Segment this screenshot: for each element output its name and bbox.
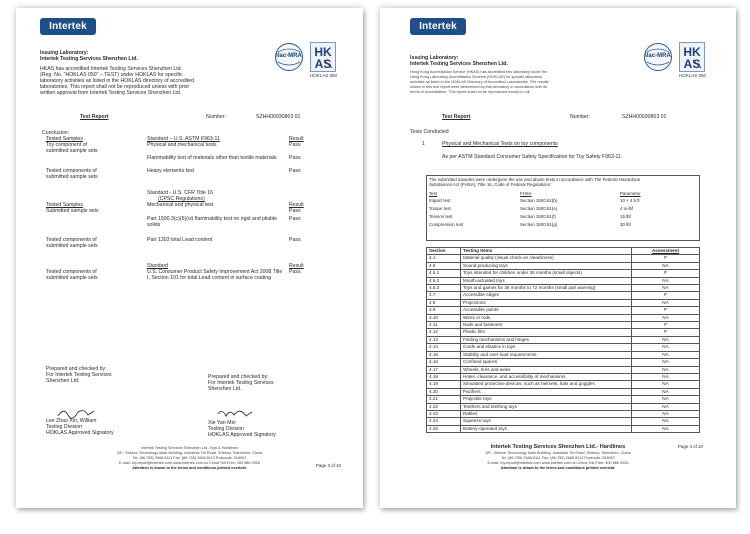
- assessment-cell: NA: [632, 366, 700, 373]
- assessment-cell: NA: [632, 388, 700, 395]
- assessment-cell: NA: [632, 359, 700, 366]
- footer-line: 3/F., Shekou Technology Main Building, Industrial 7th Road, Shekou, Shenzhen, China: [485, 451, 631, 455]
- number-label: Number:: [570, 114, 590, 120]
- table-row: [427, 344, 700, 351]
- assessment-cell: P: [632, 329, 700, 336]
- standard-text: Heavy elements test: [147, 168, 194, 174]
- test-report-label: Test Report: [80, 114, 109, 120]
- table-row: [427, 336, 700, 343]
- assessment-cell: P: [632, 292, 700, 299]
- standard-text: Part 1500.3(c)(6)(vi) flammability test on rigid and pliable: [147, 216, 278, 222]
- item-cell: Wheels, tires and axles: [461, 366, 632, 373]
- sample-text: submitted sample sets: [46, 275, 98, 281]
- assessment-cell: P: [632, 255, 700, 262]
- item-cell: Material quality (visual check on cleanliness): [461, 255, 632, 262]
- header-cell-text: Assessment: [651, 248, 680, 253]
- section-cell: 4.24: [427, 418, 461, 425]
- prepared-by-text: Shenzhen Ltd.: [46, 378, 80, 384]
- assessment-cell: NA: [632, 403, 700, 410]
- footer-line: E-mail: toy.report@intertek.com www.intertek.com.cn China Toll-Free: 400 886 9926: [118, 461, 261, 465]
- item-cell: Cords and elastics in toys: [461, 344, 632, 351]
- item-cell: Projections: [461, 299, 632, 306]
- section-cell: 4.7: [427, 292, 461, 299]
- abuse-cell: Section 1500.51(f): [520, 214, 556, 219]
- item-cell: Accessible points: [461, 307, 632, 314]
- item-cell: Teethers and teething toys: [461, 403, 632, 410]
- test-report-label: Test Report: [442, 114, 471, 120]
- item-number: 1: [422, 141, 425, 147]
- result-value: Pass: [289, 237, 301, 243]
- table-row: [427, 381, 700, 388]
- standard-text: I, Section 101 for total Lead content in surface coating: [147, 275, 272, 281]
- accreditation-line: Hong Kong Accreditation Service (HKAS) has accredited this laboratory under the: [410, 70, 548, 74]
- assessment-cell: NA: [632, 373, 700, 380]
- prepared-by-text: Prepared and checked by:: [208, 374, 269, 380]
- standard-text: Standard – U.S. ASTM F963-11: [147, 136, 220, 142]
- standard-text: Standard: [147, 263, 169, 269]
- result-value: Pass: [289, 269, 301, 275]
- footer-line: 3/F., Shekou Technology Main Building, Industrial 7th Road, Shekou, Shenzhen, China: [116, 451, 263, 455]
- prepared-by-text: For Intertek Testing Services: [46, 372, 112, 378]
- prepared-by-text: Prepared and checked by:: [46, 366, 107, 372]
- abuse-header: Test: [429, 191, 438, 196]
- accreditation-line: laboratory activities as listed in the HOKLAS directory of accredited: [40, 78, 194, 84]
- section-cell: 4.9: [427, 307, 461, 314]
- item-cell: Plastic film: [461, 329, 632, 336]
- abuse-header: FHSA: [520, 191, 532, 196]
- table-row: [427, 410, 700, 417]
- section-cell: 4.10: [427, 314, 461, 321]
- result-value: Pass: [289, 208, 301, 214]
- result-value: Pass: [289, 155, 301, 161]
- accreditation-line: (Reg. No. "HOKLAS 050" – TEST) under HOKLAS for specific: [40, 72, 183, 78]
- section-cell: 4.13: [427, 336, 461, 343]
- standard-text: Physical and mechanical tests: [147, 142, 217, 148]
- item-cell: Toys intended for children under 36 months (small objects): [461, 270, 632, 277]
- standard-text: Standard - U.S. CFR Title 16: [147, 190, 214, 196]
- result-heading: Result: [289, 202, 304, 208]
- abuse-cell: Section 1500.51(b): [520, 198, 558, 203]
- item-cell: Mouth-actuated toys: [461, 277, 632, 284]
- accreditation-line: written approval from Intertek Testing Services Shenzhen Ltd.: [40, 90, 182, 96]
- assessment-cell: NA: [632, 410, 700, 417]
- accreditation-line: Hong Kong Laboratory Accreditation Scheme (HOKLAS) for specific laboratory: [410, 75, 543, 79]
- section-cell: 4.6.2: [427, 277, 461, 284]
- assessment-cell: P: [632, 322, 700, 329]
- issuing-name: Intertek Testing Services Shenzhen Ltd.: [410, 61, 508, 67]
- item-cell: Holes, clearance, and accessibility of mechanisms: [461, 373, 632, 380]
- assessment-cell: NA: [632, 396, 700, 403]
- table-row: [427, 418, 700, 425]
- accreditation-line: activities as listed in the HOKLAS Directory of Accredited Laboratories. The results: [410, 80, 549, 84]
- signatory-name: Xie Yan Mei: [208, 420, 236, 426]
- signatory-title: HOKLAS Approved Signatory: [46, 430, 114, 436]
- section-cell: 4.20: [427, 388, 461, 395]
- item-cell: Nails and fasteners: [461, 322, 632, 329]
- standard-text: Part 1303 total Lead content: [147, 237, 213, 243]
- result-heading: Result: [289, 136, 304, 142]
- section-cell: 4.18: [427, 373, 461, 380]
- issuing-name: Intertek Testing Services Shenzhen Ltd.: [40, 56, 138, 62]
- item-cell: Confined spaces: [461, 359, 632, 366]
- abuse-cell: 15 lbf: [620, 214, 631, 219]
- box-text: The submitted samples were undergone the use and abuse tests in accordance with The Federal Hazardous: [429, 177, 641, 182]
- abuse-cell: Torque test: [429, 206, 451, 211]
- report-page-4: Intertek ilac-MRA HK AS HOKLAS 050 Issuing Laboratory: Intertek Testing Services Shenzhen Ltd. Hong Kong Accreditation Service (HKAS) has accredited this laboratory under the Hong Kong Laboratory Accreditation Scheme (HOKLAS) for specific laboratory activities as listed in the HOKLAS Directory of Accredited Laboratories. The results shown in this test report were determined by this laboratory in accordance with its terms of accreditation. This report shall not be reproduced except in full. Test Report Number: SZHH00930863 01 Tests Conducted 1 Physical and Mechanical Tests on toy components As per ASTM Standard Consumer Safety Specification for Toy Safety F963-11. The submitted samples were undergone the use and abuse tests in accordance with The Federal Hazardous Substances Act (FHSA), Title 16, Code of Federal Regulations : Test FHSA Parameter Impact test Section 1500.51(b) 10 × 4.5 ft Torque test Section 1500.51(e) 4 in-lbf Tension test Section 1500.51(f) 15 lbf Compression test Section 1500.51(g) 30 lbf Section Testing Items Assessment 4.1 Material quality (visual check on cleanliness) P 4.5 Sound-producing toys NA 4.6.1 Toys intended for children under 36 months (small objects) P 4.6.2 Mouth-actuated toys NA 4.6.3 Toys and games for 36 months to 72 months (small part warning) NA 4.7 Accessible edges P 4.8 Projections NA 4.9 Accessible points P 4.10 Wires or rods NA 4.11 Nails and fasteners P 4.12 Plastic film P 4.13 Folding mechanisms and hinges NA 4.14 Cords and elastics in toys NA 4.15 Stability and over-load requirements NA 4.16 Confined spaces NA 4.17 Wheels, tires and axles NA 4.18 Holes, clearance, and accessibility of mechanisms NA 4.19 Simulated protective devices, such as helmets, hats and goggles NA 4.20 Pacifiers NA 4.21 Projectile toys NA 4.22 Teethers and teething toys NA 4.23 Rattles NA 4.24 Squeeze toys NA 4.25 Battery-operated toys NA Intertek Testing Services Shenzhen Ltd.- Hardlines 3/F., Shekou Technology Main Building, Industrial 7th Road, Shekou, Shenzhen, China Tel: (86-755) 2668 8111 Fax: (86-755) 2668 8113 Postcode: 518067 E-mail: toy.report@intertek.com www.intertek.com.cn China Toll-Free: 400 886 9926 Attention is drawn to the terms and conditions printed overleaf. Page 4 of 10: [380, 8, 736, 508]
- section-cell: 4.15: [427, 351, 461, 358]
- abuse-cell: Section 1500.51(g): [520, 222, 558, 227]
- assessment-cell: P: [632, 270, 700, 277]
- table-row: [427, 255, 700, 262]
- page-number: Page 3 of 10: [316, 463, 341, 468]
- abuse-cell: Section 1500.51(e): [520, 206, 558, 211]
- report-page-3: Intertek ilac-MRA HK AS HOKLAS 050 Issuing Laboratory: Intertek Testing Services Shenzhen Ltd. HKAS has accredited Intertek Testing Services Shenzhen Ltd. (Reg. No. "HOKLAS 050" – TEST) under HOKLAS for specific laboratory activities as listed in the HOKLAS directory of accredited laboratories. This report shall not be reproduced unless with prior written approval from Intertek Testing Services Shenzhen Ltd. Test Report Number: SZHH00930863 01 Conclusion: Tested Samples Toy component of submitted sample sets Standard – U.S. ASTM F963-11 Physical and mechanical tests Flammability test of materials other than textile materials Result Pass Pass Tested components of submitted sample sets Heavy elements test Pass Tested Samples Submitted sample sets Standard - U.S. CFR Title 16 (CPSC Regulations) Mechanical and physical test Part 1500.3(c)(6)(vi) flammability test on rigid and pliable solids Result Pass Pass Tested components of submitted sample sets Part 1303 total Lead content Pass Tested components of submitted sample sets Standard U.S. Consumer Product Safety Improvement Act 2008 Title I, Section 101 for total Lead content in surface coating Result Pass Prepared and checked by: For Intertek Testing Services Shenzhen Ltd. Prepared and checked by: For Intertek Testing Services Shenzhen Ltd. Lee Zhao Xin, William Testing Division HOKLAS Approved Signatory Xie Yan Mei Testing Division HOKLAS Approved Signatory Intertek Testing Services Shenzhen Ltd.-Toys & Hardlines 3/F., Shekou Technology Main Building, Industrial 7th Road, Shekou, Shenzhen, China Tel: (86-755) 2668 8111 Fax: (86-755) 2668 8113 Postcode: 518067 E-mail: toy.report@intertek.com www.intertek.com.cn China Toll-Free: 400 886 9926 Attention is drawn to the terms and conditions printed overleaf. Page 3 of 10: [16, 8, 363, 508]
- table-row: [427, 270, 700, 277]
- table-row: [427, 359, 700, 366]
- footer-line: Tel: (86-755) 2668 8111 Fax: (86-755) 2668 8113 Postcode: 518067: [132, 456, 247, 460]
- table-row: [427, 292, 700, 299]
- result-heading: Result: [289, 263, 304, 269]
- assessment-cell: NA: [632, 277, 700, 284]
- section-cell: 4.6.3: [427, 285, 461, 292]
- item-cell: Accessible edges: [461, 292, 632, 299]
- section-cell: 4.11: [427, 322, 461, 329]
- abuse-cell: Compression test: [429, 222, 464, 227]
- assessment-cell: P: [632, 307, 700, 314]
- tests-conducted-label: Tests Conducted: [410, 129, 449, 135]
- prepared-by-text: For Intertek Testing Services: [208, 380, 274, 386]
- as-per-text: As per ASTM Standard Consumer Safety Specification for Toy Safety F963-11.: [442, 154, 623, 160]
- standard-text: Mechanical and physical test: [147, 202, 214, 208]
- section-cell: 4.5: [427, 262, 461, 269]
- signature-mark-icon: [216, 406, 256, 420]
- report-number: SZHH00930863 01: [256, 114, 301, 120]
- issuing-label: Issuing Laboratory:: [410, 55, 459, 61]
- table-row: [427, 299, 700, 306]
- sample-text: Toy component of: [46, 142, 87, 148]
- issuing-label: Issuing Laboratory:: [40, 50, 89, 56]
- section-cell: 4.19: [427, 381, 461, 388]
- standard-text: (CPSC Regulations): [158, 196, 205, 202]
- footer-attention: Attention is drawn to the terms and conditions printed overleaf.: [132, 466, 247, 470]
- signatory-division: Testing Division: [46, 424, 83, 430]
- table-row: [427, 403, 700, 410]
- table-row: [427, 307, 700, 314]
- abuse-cell: Impact test: [429, 198, 451, 203]
- result-value: Pass: [289, 168, 301, 174]
- item-cell: Squeeze toys: [461, 418, 632, 425]
- assessment-cell: NA: [632, 262, 700, 269]
- signatory-title: HOKLAS Approved Signatory: [208, 432, 276, 438]
- accreditation-line: HKAS has accredited Intertek Testing Services Shenzhen Ltd.: [40, 66, 183, 72]
- accreditation-line: terms of accreditation. This report shall not be reproduced except in full.: [410, 90, 531, 94]
- item-cell: Rattles: [461, 410, 632, 417]
- section-cell: 4.22: [427, 403, 461, 410]
- assessment-cell: NA: [632, 314, 700, 321]
- accreditation-line: shown in this test report were determined by this laboratory in accordance with its: [410, 85, 547, 89]
- sample-text: submitted sample sets: [46, 243, 98, 249]
- footer-attention: Attention is drawn to the terms and conditions printed overleaf.: [500, 466, 616, 470]
- footer-line: Tel: (86-755) 2668 8111 Fax: (86-755) 2668 8113 Postcode: 518067: [501, 456, 615, 460]
- abuse-cell: Tension test: [429, 214, 453, 219]
- item-cell: Pacifiers: [461, 388, 632, 395]
- table-row: [427, 322, 700, 329]
- table-row: [427, 373, 700, 380]
- report-number: SZHH00930863 01: [622, 114, 667, 120]
- item-cell: Stability and over-load requirements: [461, 351, 632, 358]
- section-cell: 4.12: [427, 329, 461, 336]
- assessment-cell: NA: [632, 285, 700, 292]
- section-cell: 4.6.1: [427, 270, 461, 277]
- intertek-logo: Intertek: [410, 18, 466, 35]
- section-cell: 4.14: [427, 344, 461, 351]
- sample-text: Tested components of: [46, 237, 97, 243]
- tested-samples-heading: Tested Samples: [46, 202, 83, 208]
- assessment-cell: NA: [632, 381, 700, 388]
- tested-samples-heading: Tested Samples: [46, 136, 83, 142]
- sample-text: submitted sample sets: [46, 174, 98, 180]
- item-cell: Simulated protective devices, such as helmets, hats and goggles: [461, 381, 632, 388]
- footer-line: Intertek Testing Services Shenzhen Ltd.-Toys & Hardlines: [141, 446, 238, 450]
- table-row: [427, 329, 700, 336]
- assessment-cell: NA: [632, 425, 700, 432]
- section-cell: 4.16: [427, 359, 461, 366]
- item-cell: Projectile toys: [461, 396, 632, 403]
- table-row: [427, 396, 700, 403]
- prepared-by-text: Shenzhen Ltd.: [208, 386, 242, 392]
- standard-text: solids: [147, 222, 161, 228]
- assessment-cell: NA: [632, 418, 700, 425]
- intertek-logo: Intertek: [40, 18, 96, 35]
- footer-title: Intertek Testing Services Shenzhen Ltd.- Hardlines: [490, 444, 626, 450]
- item-cell: Folding mechanisms and hinges: [461, 336, 632, 343]
- section-cell: 4.21: [427, 396, 461, 403]
- table-header-row: [427, 248, 700, 255]
- accreditation-line: laboratories. This report shall not be reproduced unless with prior: [40, 84, 190, 90]
- table-row: [427, 262, 700, 269]
- abuse-cell: 4 in-lbf: [620, 206, 634, 211]
- page-number: Page 4 of 10: [678, 444, 703, 449]
- testing-items-table: [426, 247, 700, 433]
- number-label: Number:: [206, 114, 226, 120]
- header-cell: Testing Items: [461, 248, 632, 255]
- header-cell: Section: [427, 248, 461, 255]
- table-row: [427, 425, 700, 432]
- item-title: Physical and Mechanical Tests on toy components: [442, 141, 558, 147]
- sample-text: Submitted sample sets: [46, 208, 99, 214]
- assessment-cell: NA: [632, 351, 700, 358]
- signatory-division: Testing Division: [208, 426, 245, 432]
- item-cell: Wires or rods: [461, 314, 632, 321]
- table-row: [427, 351, 700, 358]
- item-cell: Toys and games for 36 months to 72 months (small part warning): [461, 285, 632, 292]
- conclusion-label: Conclusion:: [42, 130, 70, 136]
- standard-text: U.S. Consumer Product Safety Improvement Act 2008 Title: [147, 269, 283, 275]
- table-row: [427, 285, 700, 292]
- footer-line: E-mail: toy.report@intertek.com www.intertek.com.cn China Toll-Free: 400 886 9926: [487, 461, 629, 465]
- abuse-cell: 30 lbf: [620, 222, 631, 227]
- header-cell: [632, 248, 700, 255]
- assessment-cell: NA: [632, 336, 700, 343]
- sample-text: Tested components of: [46, 168, 97, 174]
- item-cell: Sound-producing toys: [461, 262, 632, 269]
- sample-text: submitted sample sets: [46, 148, 98, 154]
- assessment-cell: NA: [632, 344, 700, 351]
- section-cell: 4.23: [427, 410, 461, 417]
- section-cell: 4.1: [427, 255, 461, 262]
- signatory-name: Lee Zhao Xin, William: [46, 418, 97, 424]
- table-row: [427, 314, 700, 321]
- section-cell: 4.8: [427, 299, 461, 306]
- section-cell: 4.17: [427, 366, 461, 373]
- table-row: [427, 277, 700, 284]
- abuse-cell: 10 × 4.5 ft: [620, 198, 640, 203]
- table-row: [427, 366, 700, 373]
- assessment-cell: NA: [632, 299, 700, 306]
- result-value: Pass: [289, 216, 301, 222]
- abuse-header: Parameter: [620, 191, 641, 196]
- result-value: Pass: [289, 142, 301, 148]
- table-row: [427, 388, 700, 395]
- standard-text: Flammability test of materials other than textile materials: [147, 155, 277, 161]
- item-cell: Battery-operated toys: [461, 425, 632, 432]
- section-cell: 4.25: [427, 425, 461, 432]
- sample-text: Tested components of: [46, 269, 97, 275]
- box-text: Substances Act (FHSA), Title 16, Code of Federal Regulations :: [429, 182, 553, 187]
